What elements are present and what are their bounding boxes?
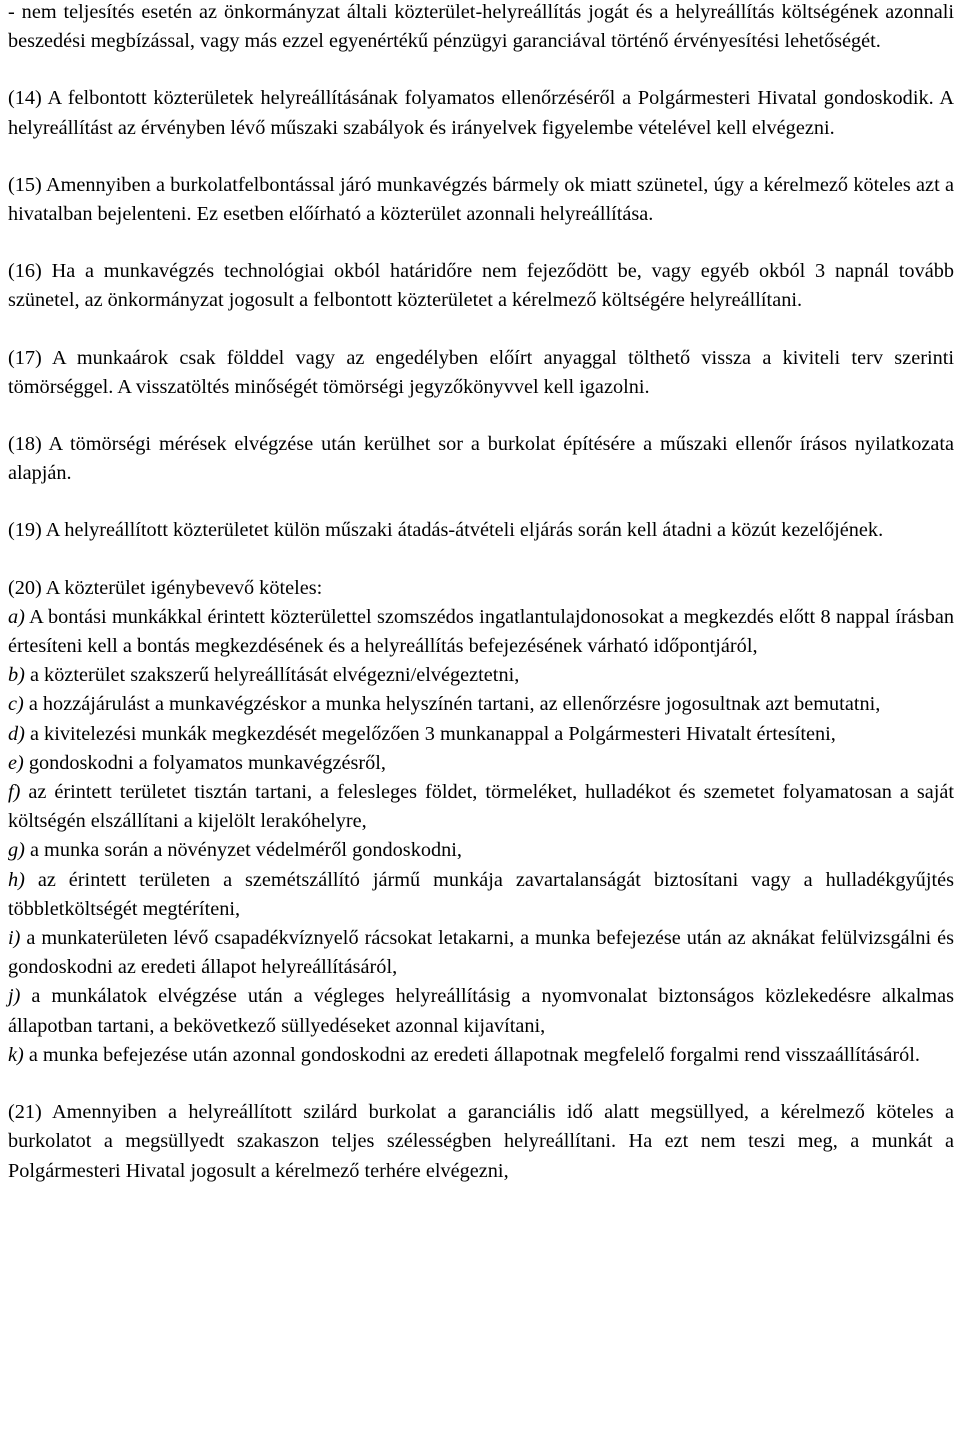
list-item-b — [8, 661, 954, 690]
item-text: a kivitelezési munkák megkezdését megelőzően 3 munkanappal a Polgármesteri Hivatalt értesíteni, — [24, 722, 836, 745]
list-item-j — [8, 982, 954, 1040]
list-item-i — [8, 924, 954, 982]
paragraph-17: (17) A munkaárok csak földdel vagy az engedélyben előírt anyaggal tölthető vissza a kiviteli terv szerinti tömörséggel. A visszatöltés minőségét tömörségi jegyzőkönyvvel kell igazolni. — [8, 346, 954, 398]
list-item-f — [8, 778, 954, 836]
item-letter: i) — [8, 927, 21, 950]
item-text: a közterület szakszerű helyreállítását elvégezni/elvégeztetni, — [24, 664, 520, 687]
item-text: a munkálatok elvégzése után a végleges helyreállításig a nyomvonalat biztonságos közlekedésre alkalmas állapotban tartani, a bekövetkező süllyedéseket azonnal kijavítani, — [8, 985, 954, 1037]
item-text: a munka során a növényzet védelméről gondoskodni, — [24, 839, 462, 862]
item-text: gondoskodni a folyamatos munkavégzésről, — [23, 751, 386, 774]
item-letter: d) — [8, 722, 25, 745]
item-text: az érintett területet tisztán tartani, a felesleges földet, törmeléket, hulladékot és szemetet folyamatosan a saját költségén elszállítani a kijelölt lerakóhelyre, — [8, 781, 954, 833]
item-letter: k) — [8, 1043, 24, 1066]
paragraph-18: (18) A tömörségi mérések elvégzése után kerülhet sor a burkolat építésére a műszaki ellenőr írásos nyilatkozata alapján. — [8, 433, 954, 485]
paragraph-20-heading: (20) A közterület igénybevevő köteles: — [8, 576, 323, 599]
item-letter: c) — [8, 693, 24, 716]
item-text: a munka befejezése után azonnal gondoskodni az eredeti állapotnak megfelelő forgalmi rend visszaállításáról. — [23, 1043, 920, 1066]
paragraph-20 — [8, 574, 954, 1070]
list-item-k — [8, 1041, 954, 1070]
item-letter: h) — [8, 868, 25, 891]
item-letter: b) — [8, 664, 25, 687]
item-letter: a) — [8, 605, 25, 628]
list-item-h — [8, 866, 954, 924]
list-item-g — [8, 836, 954, 865]
item-text: A bontási munkákkal érintett közterülettel szomszédos ingatlantulajdonosokat a megkezdés előtt 8 nappal írásban értesíteni kell a bontás megkezdésének és a helyreállítás befejezésének várható időpontjáról, — [8, 605, 954, 658]
paragraph-15: (15) Amennyiben a burkolatfelbontással járó munkavégzés bármely ok miatt szünetel, úgy a kérelmező köteles azt a hivatalban bejelenteni. Ez esetben előírható a közterület azonnali helyreállítása. — [8, 173, 954, 226]
item-letter: g) — [8, 839, 25, 862]
list-item-d — [8, 720, 954, 749]
list-item-c — [8, 690, 954, 719]
item-letter: e) — [8, 751, 24, 774]
list-item-e — [8, 749, 954, 778]
item-letter: f) — [8, 781, 21, 804]
paragraph-21: (21) Amennyiben a helyreállított szilárd burkolat a garanciális idő alatt megsüllyed, a kérelmező köteles a burkolatot a megsüllyedt szakaszon teljes szélességben helyreállítani. Ha ezt nem teszi meg, a munkát a Polgármesteri Hivatal jogosult a kérelmező terhére elvégezni, — [8, 1101, 954, 1182]
item-text: a hozzájárulást a munkavégzéskor a munka helyszínén tartani, az ellenőrzésre jogosultnak azt bemutatni, — [23, 693, 881, 716]
list-item-a — [8, 603, 954, 661]
paragraph-14: (14) A felbontott közterületek helyreállításának folyamatos ellenőrzéséről a Polgármesteri Hivatal gondoskodik. A helyreállítást az érvényben lévő műszaki szabályok és irányelvek figyelembe vételével kell elvégezni. — [8, 87, 954, 139]
paragraph-19: (19) A helyreállított közterületet külön műszaki átadás-átvételi eljárás során kell átadni a közút kezelőjének. — [8, 519, 884, 542]
paragraph-16: (16) Ha a munkavégzés technológiai okból határidőre nem fejeződött be, vagy egyéb okból 3 napnál tovább szünetel, az önkormányzat jogosult a felbontott közterületet a kérelmező költségére helyreállítani. — [8, 260, 954, 312]
item-text: a munkaterületen lévő csapadékvíznyelő rácsokat letakarni, a munka befejezése után az aknákat felülvizsgálni és gondoskodni az eredeti állapot helyreállításáról, — [8, 927, 954, 979]
paragraph-intro: - nem teljesítés esetén az önkormányzat általi közterület-helyreállítás jogát és a helyreállítás költségének azonnali beszedési megbízással, vagy más ezzel egyenértékű pénzügyi garanciával történő érvényesítési lehetőségét. — [8, 1, 954, 53]
item-letter: j) — [8, 985, 21, 1008]
item-text: az érintett területen a szemétszállító jármű munkája zavartalanságát biztosítani vagy a hulladékgyűjtés többletköltségét megtéríteni, — [8, 868, 954, 920]
